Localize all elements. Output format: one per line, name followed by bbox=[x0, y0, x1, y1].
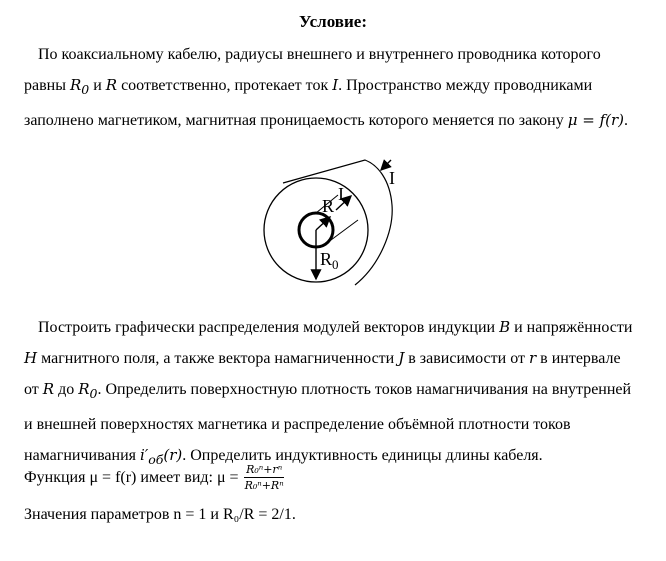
symbol-R: R bbox=[105, 76, 118, 94]
function-text: Функция μ = f(r) имеет вид: μ = bbox=[24, 468, 239, 486]
symbol-i-ob: $i'_{об}(r)$ bbox=[140, 446, 183, 467]
para2-line4: и внешней поверхностях магнетика и распределение объёмной плотности токов bbox=[24, 416, 571, 433]
symbol-J: J bbox=[398, 349, 405, 367]
text-fragment: . Определить индуктивность единицы длины кабеля. bbox=[182, 447, 543, 464]
symbol-R0: $R_0$ bbox=[69, 76, 90, 97]
label-I-inner: I bbox=[338, 184, 344, 204]
task-paragraph bbox=[24, 312, 654, 475]
function-line bbox=[24, 463, 286, 492]
text-fragment: магнитного поля, а также вектора намагниченности bbox=[37, 350, 399, 367]
para2-line2 bbox=[24, 343, 654, 374]
text-fragment: Построить графически распределения модулей векторов индукции bbox=[38, 319, 500, 336]
label-I-outer: I bbox=[389, 168, 395, 188]
symbol-H: H bbox=[24, 349, 38, 367]
text-fragment: . bbox=[624, 112, 629, 129]
para1-line1: По коаксиальному кабелю, радиусы внешнего и внутреннего проводника которого bbox=[38, 46, 601, 63]
symbol-r: r bbox=[528, 349, 537, 367]
text-fragment: намагничивания bbox=[24, 447, 141, 464]
text-fragment: и напряжённости bbox=[510, 319, 633, 336]
text-fragment: равны bbox=[24, 77, 70, 94]
text-fragment: . Пространство между проводниками bbox=[338, 77, 593, 94]
mu-law: μ = f(r) bbox=[567, 111, 625, 129]
text-fragment: в интервале bbox=[536, 350, 621, 367]
text-fragment: от bbox=[24, 381, 43, 398]
symbol-R0: $R_0$ bbox=[78, 380, 98, 401]
text-fragment: в зависимости от bbox=[404, 350, 529, 367]
text-fragment: и bbox=[89, 77, 106, 94]
text-fragment: заполнено магнетиком, магнитная проницаемость которого меняется по закону bbox=[24, 112, 568, 129]
symbol-B: B bbox=[499, 318, 511, 336]
text-fragment: соответственно, протекает ток bbox=[117, 77, 333, 94]
label-R: R bbox=[322, 196, 335, 216]
symbol-R: R bbox=[42, 380, 55, 398]
text-fragment: . Определить поверхностную плотность токов намагничивания на внутренней bbox=[97, 381, 632, 398]
para2-line1 bbox=[24, 312, 654, 343]
label-R0: $R_0$ bbox=[320, 249, 339, 272]
parameter-values: Значения параметров n = 1 и R₀/R = 2/1. bbox=[24, 506, 296, 523]
text-fragment: до bbox=[54, 381, 79, 398]
symbol-I: I bbox=[332, 76, 339, 94]
mu-fraction bbox=[243, 463, 286, 492]
fraction-numerator: R₀ⁿ+rⁿ bbox=[246, 463, 283, 476]
page-title: Условие: bbox=[299, 12, 367, 31]
fraction-denominator: R₀ⁿ+Rⁿ bbox=[244, 479, 284, 492]
para2-line3 bbox=[24, 374, 654, 409]
